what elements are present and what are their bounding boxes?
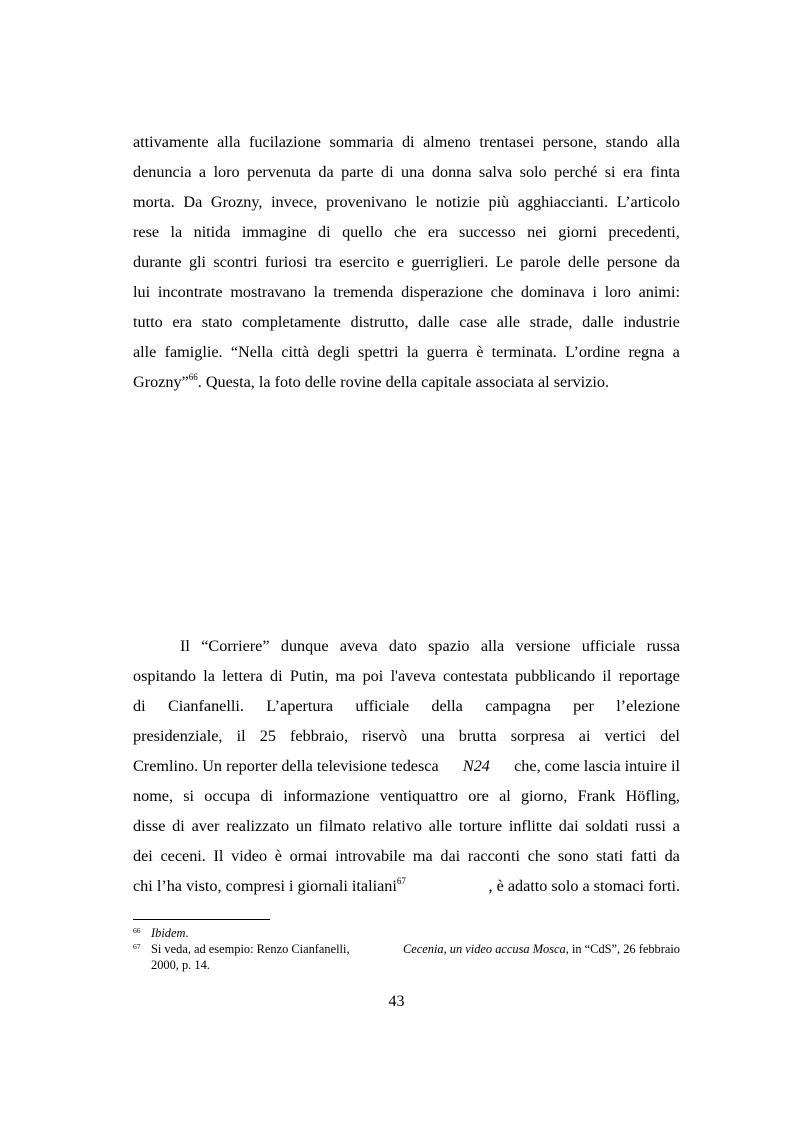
- body-text-line: alle famiglie. “Nella città degli spettri la guerra è terminata. L’ordine regna a: [133, 343, 680, 361]
- footnote-separator: [133, 919, 270, 920]
- body-text: che, come lascia intuire il: [514, 757, 680, 775]
- body-text-line: [133, 871, 680, 901]
- footnote-text: Si veda, ad esempio: Renzo Cianfanelli, Cecenia, un video accusa Mosca, in “CdS”, 26 febbraio: [151, 942, 680, 956]
- footnote: [133, 941, 680, 973]
- footnote: [133, 925, 680, 941]
- page-number: 43: [388, 993, 405, 1010]
- body-text-line: denuncia a loro pervenuta da parte di una donna salva solo perché si era finta: [133, 163, 680, 181]
- body-text-line: disse di aver realizzato un filmato relativo alle torture inflitte dai soldati russi a: [133, 817, 680, 835]
- body-text: Cremlino. Un reporter della televisione tedesca: [133, 757, 439, 775]
- footnote-ref[interactable]: 67: [396, 876, 406, 886]
- body-text-line: nome, si occupa di informazione ventiquattro ore al giorno, Frank Höfling,: [133, 787, 680, 805]
- body-text: , è adatto solo a stomaci forti.: [488, 877, 680, 895]
- footnote-ref[interactable]: 66: [188, 372, 198, 382]
- body-text-line: ospitando la lettera di Putin, ma poi l'aveva contestata pubblicando il reportage: [133, 667, 680, 685]
- body-text-line: rese la nitida immagine di quello che era successo nei giorni precedenti,: [133, 223, 680, 241]
- body-text-line: Il “Corriere” dunque aveva dato spazio alla versione ufficiale russa: [180, 637, 680, 655]
- body-text-line: morta. Da Grozny, invece, provenivano le notizie più agghiaccianti. L’articolo: [133, 193, 680, 211]
- body-text-italic: N24: [462, 757, 490, 775]
- body-text-line: [133, 367, 680, 397]
- body-text-line: attivamente alla fucilazione sommaria di almeno trentasei persone, stando alla: [133, 133, 680, 151]
- footnote-number: 67: [133, 942, 141, 951]
- body-text-line: presidenziale, il 25 febbraio, riservò una brutta sorpresa ai vertici del: [133, 727, 680, 745]
- body-text-line: lui incontrate mostravano la tremenda disperazione che dominava i loro animi:: [133, 283, 680, 301]
- body-text-line: di Cianfanelli. L’apertura ufficiale della campagna per l’elezione: [133, 697, 680, 715]
- body-text: chi l’ha visto, compresi i giornali italiani$^{67}$: [133, 876, 406, 895]
- body-text-line: durante gli scontri furiosi tra esercito e guerriglieri. Le parole delle persone da: [133, 253, 680, 271]
- body-text-line: [133, 751, 680, 781]
- footnote-number: 66: [133, 926, 141, 935]
- footnote-text: 2000, p. 14.: [151, 958, 210, 972]
- body-text: . Questa, la foto delle rovine della capitale associata al servizio.: [197, 373, 609, 391]
- body-text-line: dei ceceni. Il video è ormai introvabile ma dai racconti che sono stati fatti da: [133, 847, 680, 865]
- body-text: Grozny”: [133, 373, 189, 391]
- body-text-line: tutto era stato completamente distrutto, dalle case alle strade, dalle industrie: [133, 313, 680, 331]
- footnote-text: Ibidem.: [151, 926, 189, 940]
